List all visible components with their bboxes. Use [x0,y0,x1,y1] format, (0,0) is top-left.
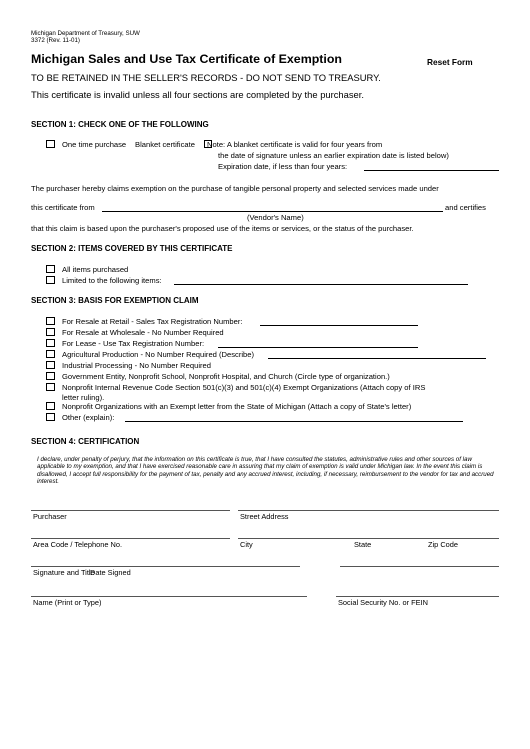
form-number: 3372 (Rev. 11-01) [31,37,80,44]
industrial-label: Industrial Processing - No Number Required [62,361,211,370]
limited-items-label: Limited to the following items: [62,276,162,285]
nonprofit-michigan-label: Nonprofit Organizations with an Exempt letter from the State of Michigan (Attach a copy of State's letter) [62,402,412,411]
one-time-purchase-label: One time purchase [62,140,127,149]
limited-items-checkbox[interactable] [46,276,55,284]
agency-name: Michigan Department of Treasury, SUW [31,30,140,37]
form-title: Michigan Sales and Use Tax Certificate of Exemption [31,52,342,66]
date-signed-label: Date Signed [90,568,131,577]
agricultural-label: Agricultural Production - No Number Required (Describe) [62,350,255,359]
invalid-notice: This certificate is invalid unless all four sections are completed by the purchaser. [31,89,364,100]
and-certifies-label: and certifies [445,203,486,212]
vendor-name-field[interactable] [102,211,443,212]
one-time-purchase-checkbox[interactable] [46,140,55,148]
date-signed-field[interactable] [340,566,499,567]
ssn-fein-field[interactable] [336,596,499,597]
section2-heading: SECTION 2: ITEMS COVERED BY THIS CERTIFICATE [31,244,233,253]
agricultural-describe-field[interactable] [268,358,486,359]
all-items-label: All items purchased [62,265,129,274]
certificate-from-label: this certificate from [31,203,95,212]
claim-statement: The purchaser hereby claims exemption on the purchase of tangible personal property and selected services made under [31,184,439,193]
street-address-label: Street Address [240,512,289,521]
lease-checkbox[interactable] [46,339,55,347]
retain-notice: TO BE RETAINED IN THE SELLER'S RECORDS - DO NOT SEND TO TREASURY. [31,72,381,83]
resale-wholesale-checkbox[interactable] [46,328,55,336]
reset-form-button[interactable]: Reset Form [427,57,473,67]
blanket-certificate-label: Blanket certificate [135,140,195,149]
sales-tax-reg-field[interactable] [260,325,418,326]
other-checkbox[interactable] [46,413,55,421]
resale-wholesale-label: For Resale at Wholesale - No Number Required [62,328,224,337]
note-line-2: the date of signature unless an earlier expiration date is listed below) [218,151,449,160]
government-entity-checkbox[interactable] [46,372,55,380]
purchaser-field[interactable] [31,510,230,511]
agricultural-checkbox[interactable] [46,350,55,358]
expiration-date-field[interactable] [364,170,499,171]
other-label: Other (explain): [62,413,115,422]
resale-retail-checkbox[interactable] [46,317,55,325]
nonprofit-irc-label: Nonprofit Internal Revenue Code Section 501(c)(3) and 501(c)(4) Exempt Organizations (Attach copy of IRS [62,383,426,392]
limited-items-field[interactable] [174,284,468,285]
name-print-label: Name (Print or Type) [33,598,102,607]
city-state-zip-field[interactable] [238,538,499,539]
section1-heading: SECTION 1: CHECK ONE OF THE FOLLOWING [31,120,209,129]
ssn-fein-label: Social Security No. or FEIN [338,598,428,607]
section4-heading: SECTION 4: CERTIFICATION [31,437,140,446]
city-label: City [240,540,253,549]
government-entity-label: Government Entity, Nonprofit School, Nonprofit Hospital, and Church (Circle type of organization.) [62,372,390,381]
zip-code-label: Zip Code [428,540,458,549]
name-field[interactable] [31,596,307,597]
street-address-field[interactable] [238,510,499,511]
use-tax-reg-field[interactable] [218,347,418,348]
nonprofit-michigan-checkbox[interactable] [46,402,55,410]
all-items-checkbox[interactable] [46,265,55,273]
nonprofit-irc-checkbox[interactable] [46,383,55,391]
lease-label: For Lease - Use Tax Registration Number: [62,339,205,348]
resale-retail-label: For Resale at Retail - Sales Tax Registration Number: [62,317,243,326]
telephone-field[interactable] [31,538,230,539]
nonprofit-irc-label-cont: letter ruling). [62,393,105,402]
section3-heading: SECTION 3: BASIS FOR EXEMPTION CLAIM [31,296,199,305]
signature-title-label: Signature and Title [33,568,95,577]
note-line-1: Note: A blanket certificate is valid for four years from [207,140,383,149]
signature-field[interactable] [31,566,300,567]
purchaser-label: Purchaser [33,512,67,521]
vendor-name-caption: (Vendor's Name) [247,213,304,222]
state-label: State [354,540,372,549]
certification-statement: I declare, under penalty of perjury, that the information on this certificate is true, that I have consulted the statutes, administrative rules and other sources of law applicable to my exemption, and that I have exercised reasonable care in assuring that my claim of exemption is valid under Michigan law. In the event this claim is disallowed, I accept full responsibility for the payment of tax, penalty and any accrued interest, including, if necessary, reimbursement to the vendor for tax and accrued interest. [37,456,494,486]
telephone-label: Area Code / Telephone No. [33,540,123,549]
other-explain-field[interactable] [125,421,463,422]
note-line-3: Expiration date, if less than four years: [218,162,348,171]
industrial-checkbox[interactable] [46,361,55,369]
claim-basis-statement: that this claim is based upon the purchaser's proposed use of the items or services, or the status of the purchaser. [31,224,414,233]
